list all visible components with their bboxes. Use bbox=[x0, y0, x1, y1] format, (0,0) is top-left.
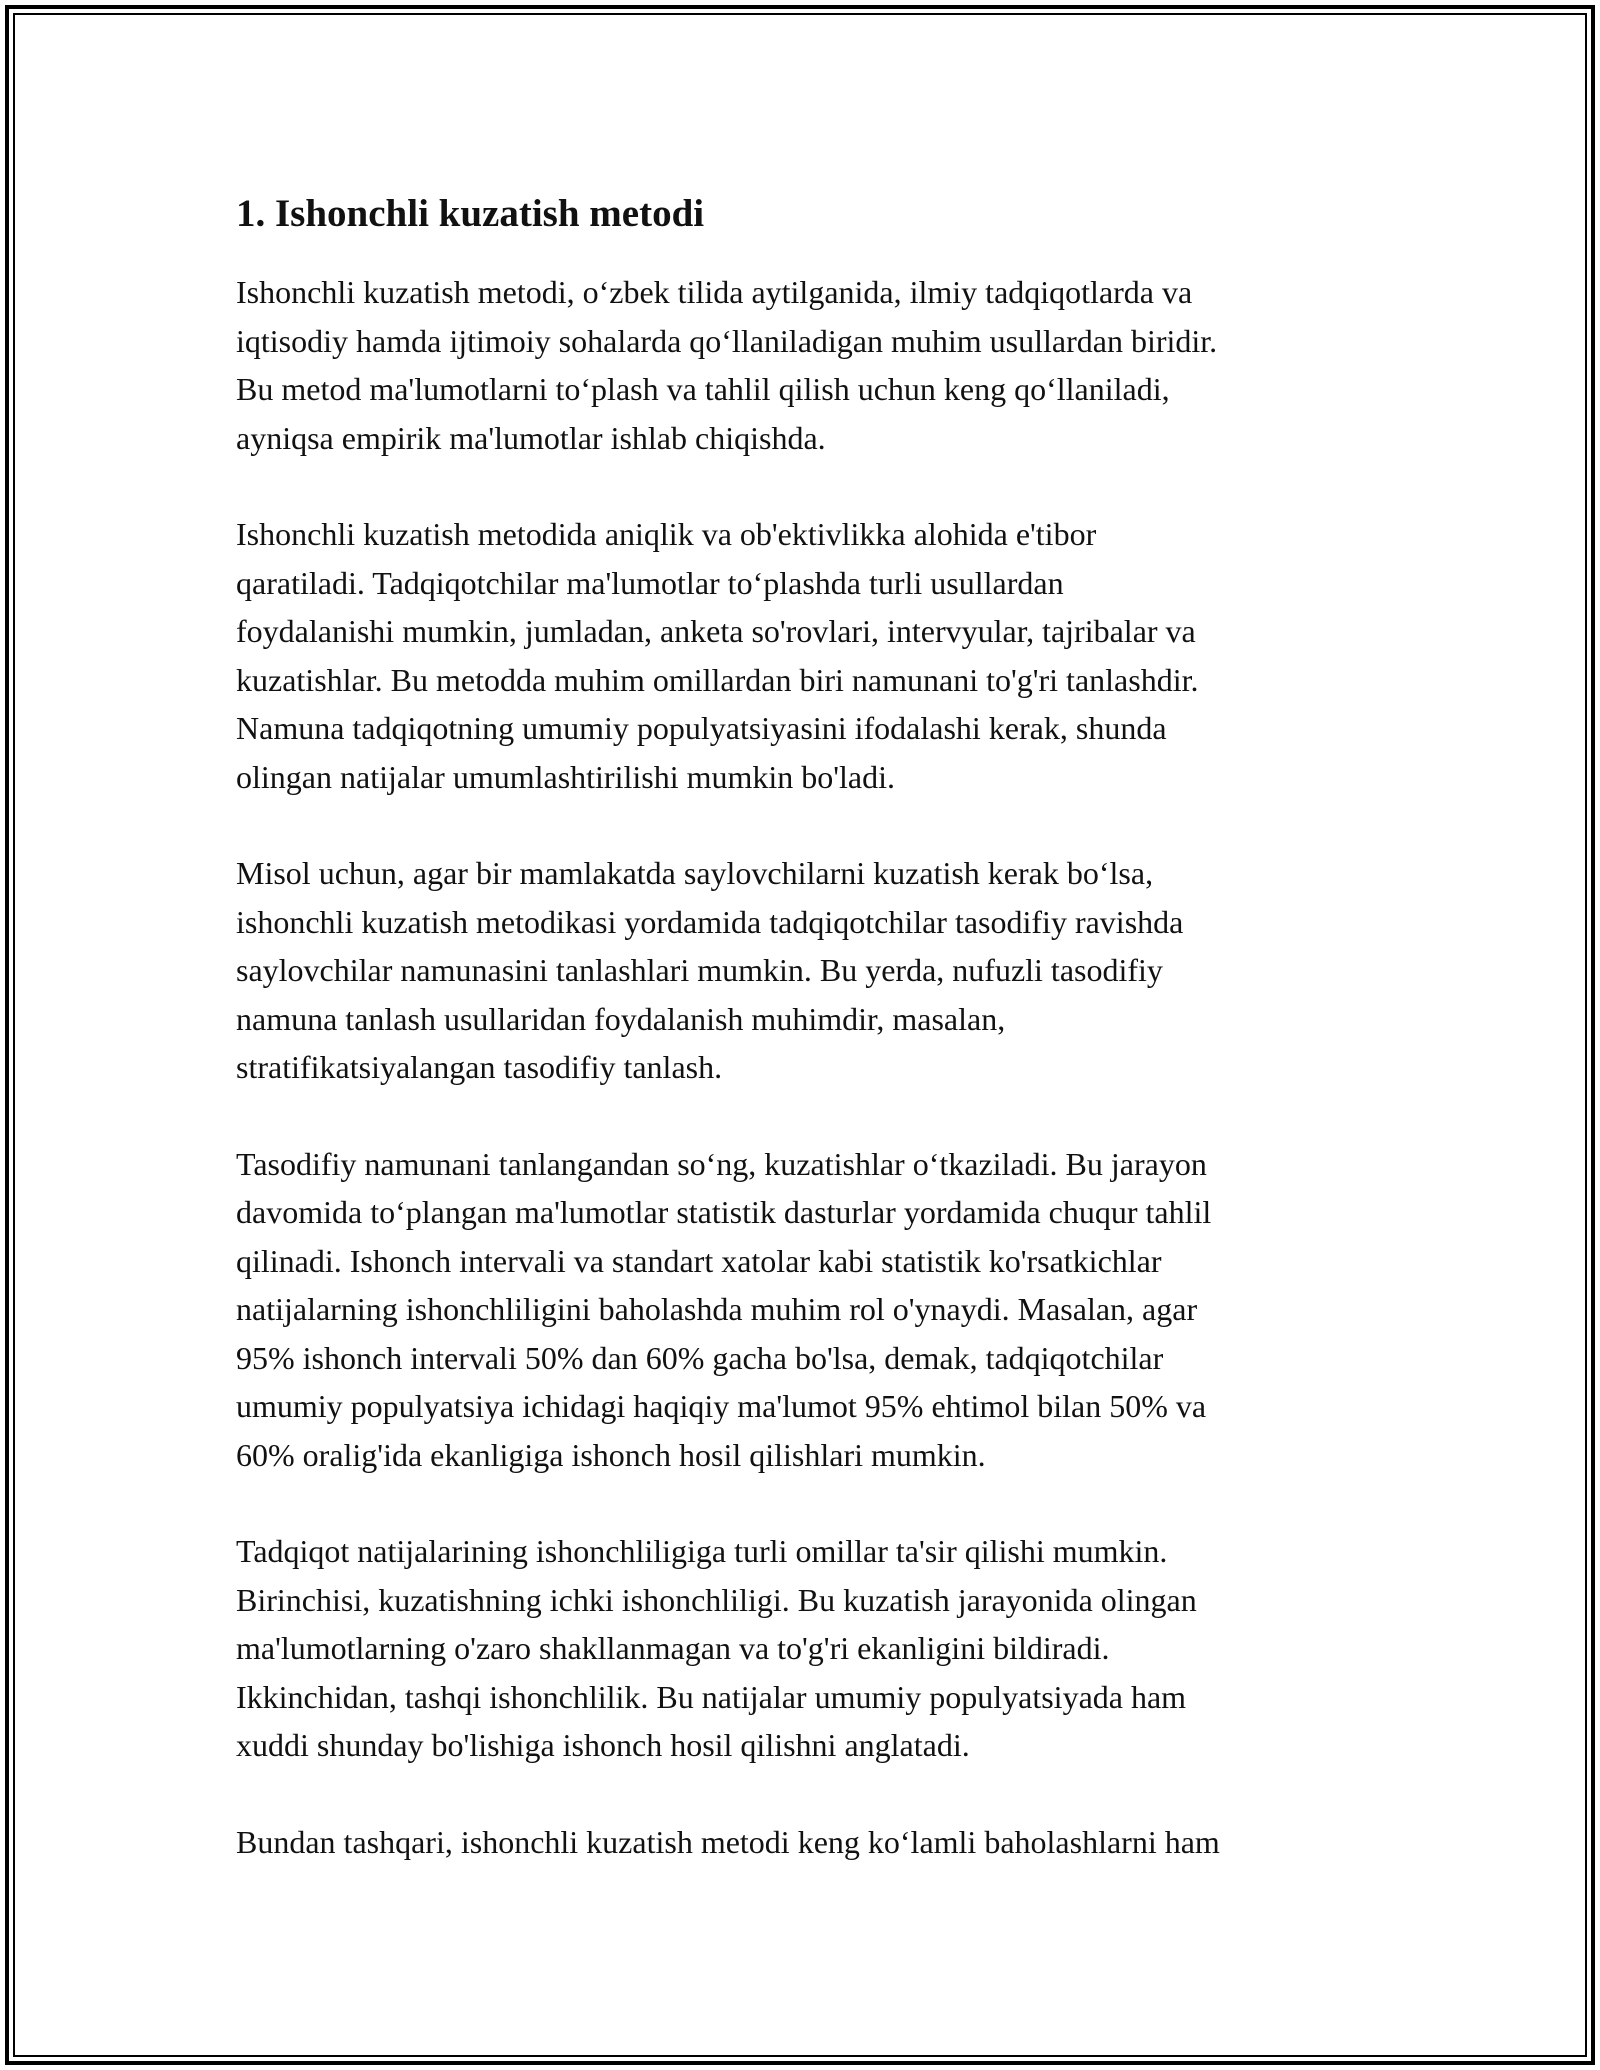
paragraph-line: iqtisodiy hamda ijtimoiy sohalarda qo‘llaniladigan muhim usullardan biridir. bbox=[236, 322, 1218, 359]
paragraph-line: Bu metod ma'lumotlarni to‘plash va tahlil qilish uchun keng qo‘llaniladi, bbox=[236, 371, 1170, 407]
paragraph-line: foydalanishi mumkin, jumladan, anketa so'rovlari, intervyular, tajribalar va bbox=[236, 613, 1196, 649]
paragraph-line: Tadqiqot natijalarining ishonchliligiga turli omillar ta'sir qilishi mumkin. bbox=[236, 1533, 1168, 1569]
paragraph-line: stratifikatsiyalangan tasodifiy tanlash. bbox=[236, 1049, 723, 1085]
paragraph-line: davomida to‘plangan ma'lumotlar statistik dasturlar yordamida chuqur tahlil bbox=[236, 1194, 1212, 1230]
paragraph-line: Birinchisi, kuzatishning ichki ishonchliligi. Bu kuzatish jarayonida olingan bbox=[236, 1581, 1197, 1618]
paragraph-4 bbox=[236, 1140, 1400, 1480]
paragraph-line: ma'lumotlarning o'zaro shakllanmagan va to'g'ri ekanligini bildiradi. bbox=[236, 1630, 1110, 1666]
paragraph-line: Tasodifiy namunani tanlangandan so‘ng, kuzatishlar o‘tkaziladi. Bu jarayon bbox=[236, 1145, 1207, 1182]
paragraph-6 bbox=[236, 1818, 1400, 1867]
paragraph-line: olingan natijalar umumlashtirilishi mumkin bo'ladi. bbox=[236, 758, 896, 795]
paragraph-line: Bundan tashqari, ishonchli kuzatish metodi keng ko‘lamli baholashlarni ham bbox=[236, 1823, 1220, 1860]
paragraph-5 bbox=[236, 1527, 1400, 1770]
paragraph-3 bbox=[236, 849, 1400, 1092]
paragraph-line: kuzatishlar. Bu metodda muhim omillardan biri namunani to'g'ri tanlashdir. bbox=[236, 661, 1199, 698]
paragraph-line: Misol uchun, agar bir mamlakatda saylovchilarni kuzatish kerak bo‘lsa, bbox=[236, 855, 1154, 891]
paragraph-line: Ishonchli kuzatish metodi, o‘zbek tilida aytilganida, ilmiy tadqiqotlarda va bbox=[236, 274, 1193, 310]
section-heading: 1. Ishonchli kuzatish metodi bbox=[236, 192, 705, 235]
paragraph-line: xuddi shunday bo'lishiga ishonch hosil qilishni anglatadi. bbox=[236, 1727, 970, 1763]
paragraph-line: Namuna tadqiqotning umumiy populyatsiyasini ifodalashi kerak, shunda bbox=[236, 710, 1167, 746]
paragraph-line: 95% ishonch intervali 50% dan 60% gacha bo'lsa, demak, tadqiqotchilar bbox=[236, 1339, 1164, 1376]
paragraph-line: saylovchilar namunasini tanlashlari mumkin. Bu yerda, nufuzli tasodifiy bbox=[236, 952, 1163, 988]
paragraph-line: ishonchli kuzatish metodikasi yordamida tadqiqotchilar tasodifiy ravishda bbox=[236, 903, 1184, 940]
paragraph-line: umumiy populyatsiya ichidagi haqiqiy ma'lumot 95% ehtimol bilan 50% va bbox=[236, 1388, 1207, 1424]
paragraph-line: ayniqsa empirik ma'lumotlar ishlab chiqishda. bbox=[236, 419, 826, 456]
paragraph-2 bbox=[236, 510, 1400, 801]
paragraph-line: 60% oralig'ida ekanligiga ishonch hosil qilishlari mumkin. bbox=[236, 1436, 986, 1473]
document-body bbox=[236, 186, 1400, 1914]
paragraph-line: natijalarning ishonchliligini baholashda muhim rol o'ynaydi. Masalan, agar bbox=[236, 1291, 1198, 1327]
paragraph-line: qaratiladi. Tadqiqotchilar ma'lumotlar to‘plashda turli usullardan bbox=[236, 564, 1064, 601]
paragraph-1 bbox=[236, 268, 1400, 462]
paragraph-line: qilinadi. Ishonch intervali va standart xatolar kabi statistik ko'rsatkichlar bbox=[236, 1242, 1162, 1279]
paragraph-line: namuna tanlash usullaridan foydalanish muhimdir, masalan, bbox=[236, 1000, 1006, 1037]
paragraph-line: Ikkinchidan, tashqi ishonchlilik. Bu natijalar umumiy populyatsiyada ham bbox=[236, 1678, 1187, 1715]
paragraph-line: Ishonchli kuzatish metodida aniqlik va ob'ektivlikka alohida e'tibor bbox=[236, 516, 1097, 552]
